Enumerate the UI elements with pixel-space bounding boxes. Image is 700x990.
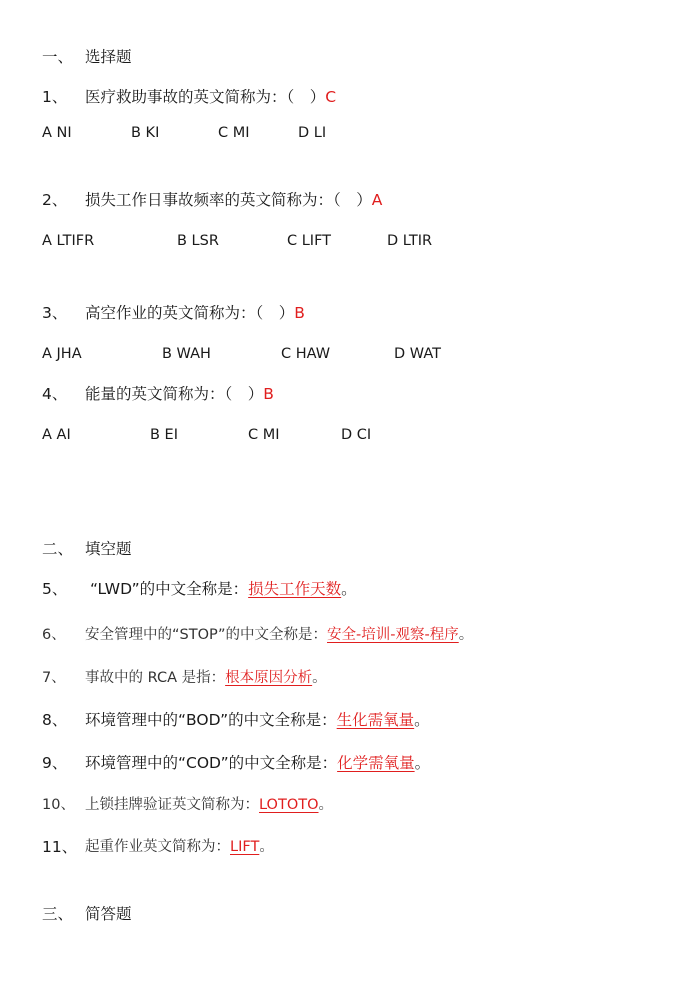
question-number: 6、 — [42, 627, 66, 643]
period: 。 — [318, 797, 334, 813]
question-number: 9、 — [42, 754, 68, 772]
question-row — [85, 387, 274, 403]
question-row — [85, 671, 327, 686]
period: 。 — [458, 627, 474, 643]
question-row — [85, 840, 274, 855]
option: C HAW — [281, 346, 331, 362]
question-text: 医疗救助事故的英文简称为：（ ） — [85, 88, 326, 106]
option: A LTIFR — [42, 233, 95, 249]
question-row — [85, 193, 382, 209]
option: D CI — [341, 427, 372, 443]
option: C MI — [218, 125, 250, 141]
answer: A — [371, 191, 383, 209]
section-number: 三、 — [42, 905, 74, 923]
option: B EI — [150, 427, 178, 443]
question-number: 4、 — [42, 385, 68, 403]
answer: C — [325, 88, 337, 106]
option: B LSR — [177, 233, 219, 249]
question-number: 5、 — [42, 580, 68, 598]
answer: 损失工作天数 — [248, 580, 342, 598]
period: 。 — [414, 754, 431, 772]
question-number: 10、 — [42, 797, 75, 813]
option: C MI — [248, 427, 280, 443]
question-row — [85, 628, 473, 643]
period: 。 — [414, 711, 430, 729]
question-row — [85, 798, 333, 813]
question-number: 11、 — [42, 838, 78, 856]
question-number: 1、 — [42, 88, 68, 106]
question-number: 8、 — [42, 711, 68, 729]
question-text: 事故中的 RCA 是指： — [85, 670, 226, 686]
section-title: 简答题 — [85, 905, 132, 923]
period: 。 — [312, 670, 327, 686]
question-text: 上锁挂牌验证英文简称为： — [85, 797, 259, 813]
answer: B — [263, 385, 274, 403]
question-text: 高空作业的英文简称为：（ ） — [85, 304, 295, 322]
answer: 安全-培训-观察-程序 — [327, 627, 459, 643]
option: A NI — [42, 125, 72, 141]
section-title: 填空题 — [85, 540, 132, 558]
question-text: 安全管理中的“STOP”的中文全称是： — [85, 627, 328, 643]
option: D WAT — [394, 346, 441, 362]
period: 。 — [341, 580, 357, 598]
option: B KI — [131, 125, 160, 141]
question-row — [85, 756, 430, 772]
question-row — [85, 713, 430, 729]
answer: LIFT — [230, 839, 260, 855]
option: D LTIR — [387, 233, 433, 249]
answer: LOTOTO — [259, 797, 319, 813]
question-text: 能量的英文简称为：（ ） — [85, 385, 264, 403]
answer: 化学需氧量 — [337, 754, 415, 772]
answer: B — [294, 304, 305, 322]
question-text: 损失工作日事故频率的英文简称为：（ ） — [85, 191, 372, 209]
question-row — [90, 582, 357, 598]
question-number: 7、 — [42, 670, 66, 686]
question-text: 环境管理中的“COD”的中文全称是： — [85, 754, 338, 772]
question-row — [85, 90, 336, 106]
answer: 根本原因分析 — [225, 670, 313, 686]
period: 。 — [259, 839, 274, 855]
option: C LIFT — [287, 233, 332, 249]
option: A AI — [42, 427, 71, 443]
question-number: 3、 — [42, 304, 68, 322]
option: D LI — [298, 125, 327, 141]
question-text: 环境管理中的“BOD”的中文全称是： — [85, 711, 337, 729]
section-title: 选择题 — [85, 48, 132, 66]
option: B WAH — [162, 346, 211, 362]
section-number: 二、 — [42, 540, 74, 558]
option: A JHA — [42, 346, 82, 362]
answer: 生化需氧量 — [336, 711, 415, 729]
question-text: “LWD”的中文全称是： — [90, 580, 249, 598]
question-text: 起重作业英文简称为： — [85, 839, 230, 855]
question-row — [85, 306, 305, 322]
question-number: 2、 — [42, 191, 68, 209]
section-number: 一、 — [42, 48, 74, 66]
